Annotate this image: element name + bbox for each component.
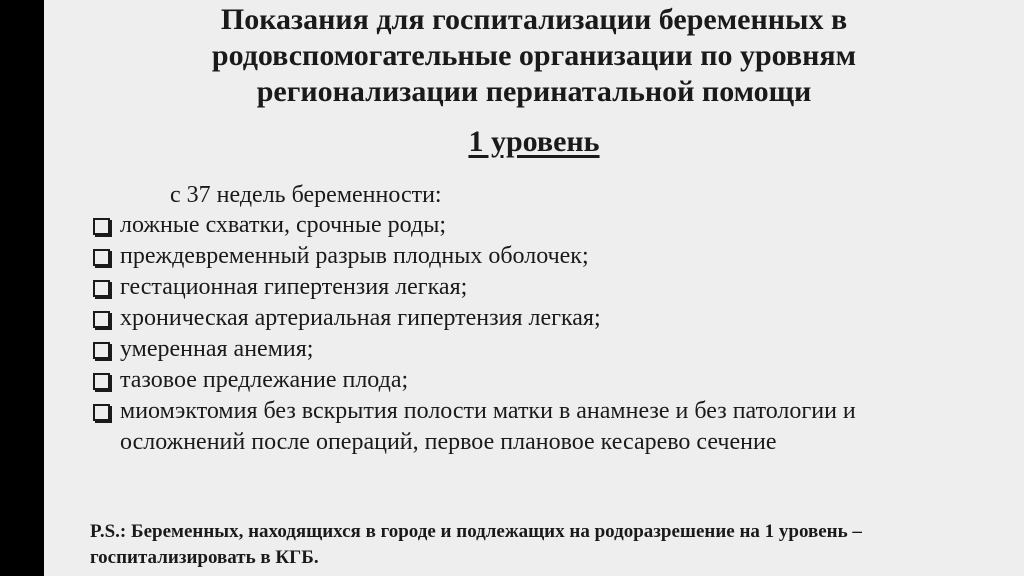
checkbox-square-icon bbox=[93, 218, 110, 235]
list-item-text: миомэктомия без вскрытия полости матки в анамнезе и без патологии и осложнений после операций, первое плановое кесарево сечение bbox=[120, 398, 856, 455]
list-item-text: ложные схватки, срочные роды; bbox=[120, 212, 446, 238]
slide-page bbox=[44, 0, 1024, 576]
intro-text: с 37 недель беременности: bbox=[170, 182, 442, 208]
checkbox-square-icon bbox=[93, 342, 110, 359]
list-item bbox=[90, 334, 1010, 365]
checkbox-square-icon bbox=[93, 280, 110, 297]
list-item bbox=[90, 365, 1010, 396]
list-item bbox=[90, 272, 1010, 303]
checkbox-square-icon bbox=[93, 311, 110, 328]
ps-note bbox=[90, 519, 1010, 571]
title-line-1: Показания для госпитализации беременных в bbox=[220, 3, 848, 36]
list-item-text: преждевременный разрыв плодных оболочек; bbox=[120, 243, 589, 269]
list-item-text: тазовое предлежание плода; bbox=[120, 367, 409, 393]
title-line-3: регионализации перинатальной помощи bbox=[256, 75, 812, 108]
checkbox-square-icon bbox=[93, 404, 110, 421]
level-heading: 1 уровень bbox=[468, 125, 600, 158]
list-item-text: гестационная гипертензия легкая; bbox=[120, 274, 468, 300]
title-line-2: родовспомогательные организации по уровням bbox=[211, 39, 857, 72]
list-item-text: умеренная анемия; bbox=[120, 336, 314, 362]
list-item-text: хроническая артериальная гипертензия легкая; bbox=[120, 305, 601, 331]
slide-title bbox=[114, 2, 954, 110]
list-item bbox=[90, 303, 1010, 334]
list-item bbox=[90, 241, 1010, 272]
list-item bbox=[90, 396, 1010, 458]
indications-list bbox=[90, 210, 1010, 458]
checkbox-square-icon bbox=[93, 249, 110, 266]
list-item bbox=[90, 210, 1010, 241]
ps-note-line-1: P.S.: Беременных, находящихся в городе и подлежащих на родоразрешение на 1 уровень – bbox=[90, 521, 862, 542]
ps-note-line-2: госпитализировать в КГБ. bbox=[90, 547, 319, 568]
checkbox-square-icon bbox=[93, 373, 110, 390]
